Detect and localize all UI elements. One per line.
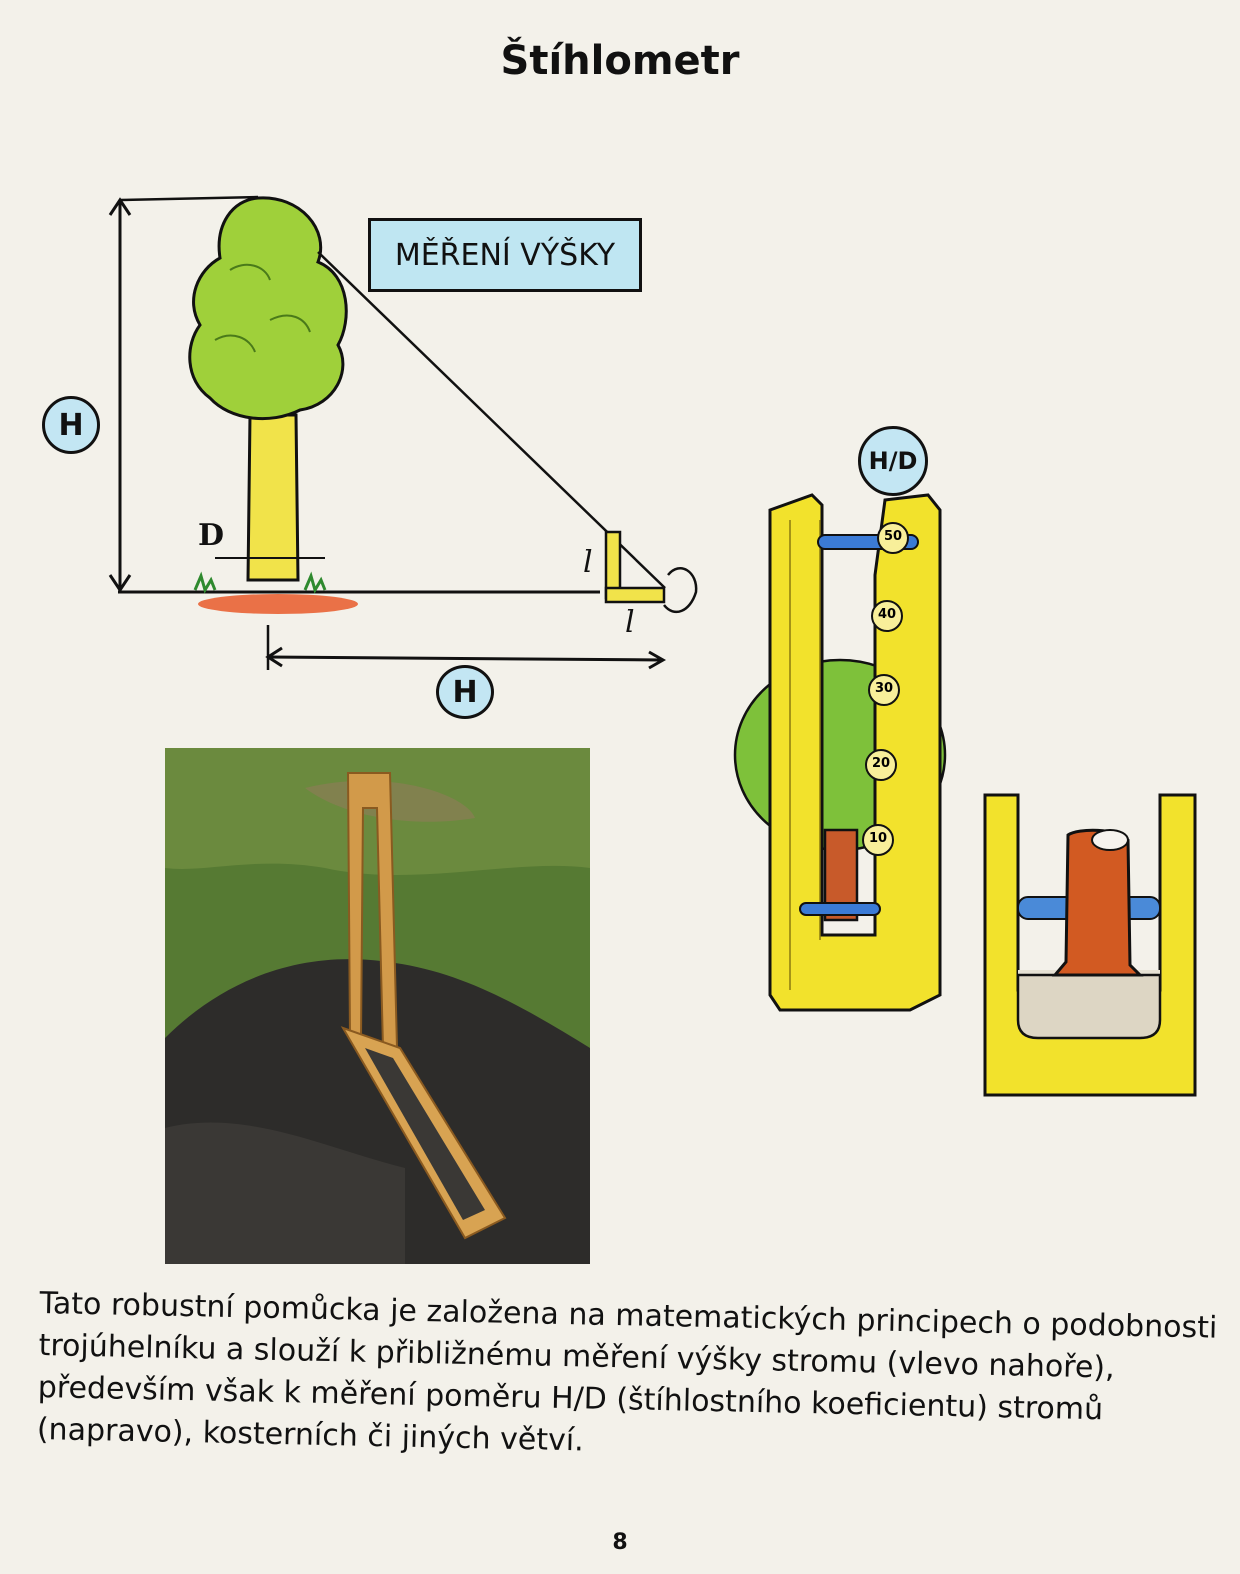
page-title: Štíhlometr [500, 38, 740, 84]
page-number: 8 [612, 1530, 628, 1555]
device-photo [165, 748, 590, 1264]
height-measurement-label: MĚŘENÍ VÝŠKY [368, 218, 642, 292]
description-text: Tato robustní pomůcka je založena na matematických principech o podobnosti trojúhelníku a slouží k přibližnému měření výšky stromu (vlevo nahoře), především však k měření poměru H/D (štíhlostního koeficientu) stromů (napravo), kosterních či jiných větví. [36, 1285, 1218, 1459]
hd-ratio-badge [858, 426, 928, 496]
label-h-horizontal-badge [436, 665, 494, 719]
scale-mark-50: 50 [883, 529, 903, 544]
hd-ratio-label: H/D [868, 447, 918, 475]
label-h-vertical-badge [42, 396, 100, 454]
label-l-vertical: l [583, 545, 593, 580]
label-d: D [198, 518, 225, 553]
ratio-diagram [735, 495, 1195, 1095]
label-l-horizontal: l [625, 605, 635, 640]
scale-mark-30: 30 [874, 681, 894, 696]
scale-mark-10: 10 [868, 831, 888, 846]
label-h-horizontal: H [452, 674, 478, 710]
scale-mark-40: 40 [877, 607, 897, 622]
label-h-vertical: H [58, 407, 84, 443]
device-photo-drawing [165, 748, 590, 1264]
scale-mark-20: 20 [871, 756, 891, 771]
